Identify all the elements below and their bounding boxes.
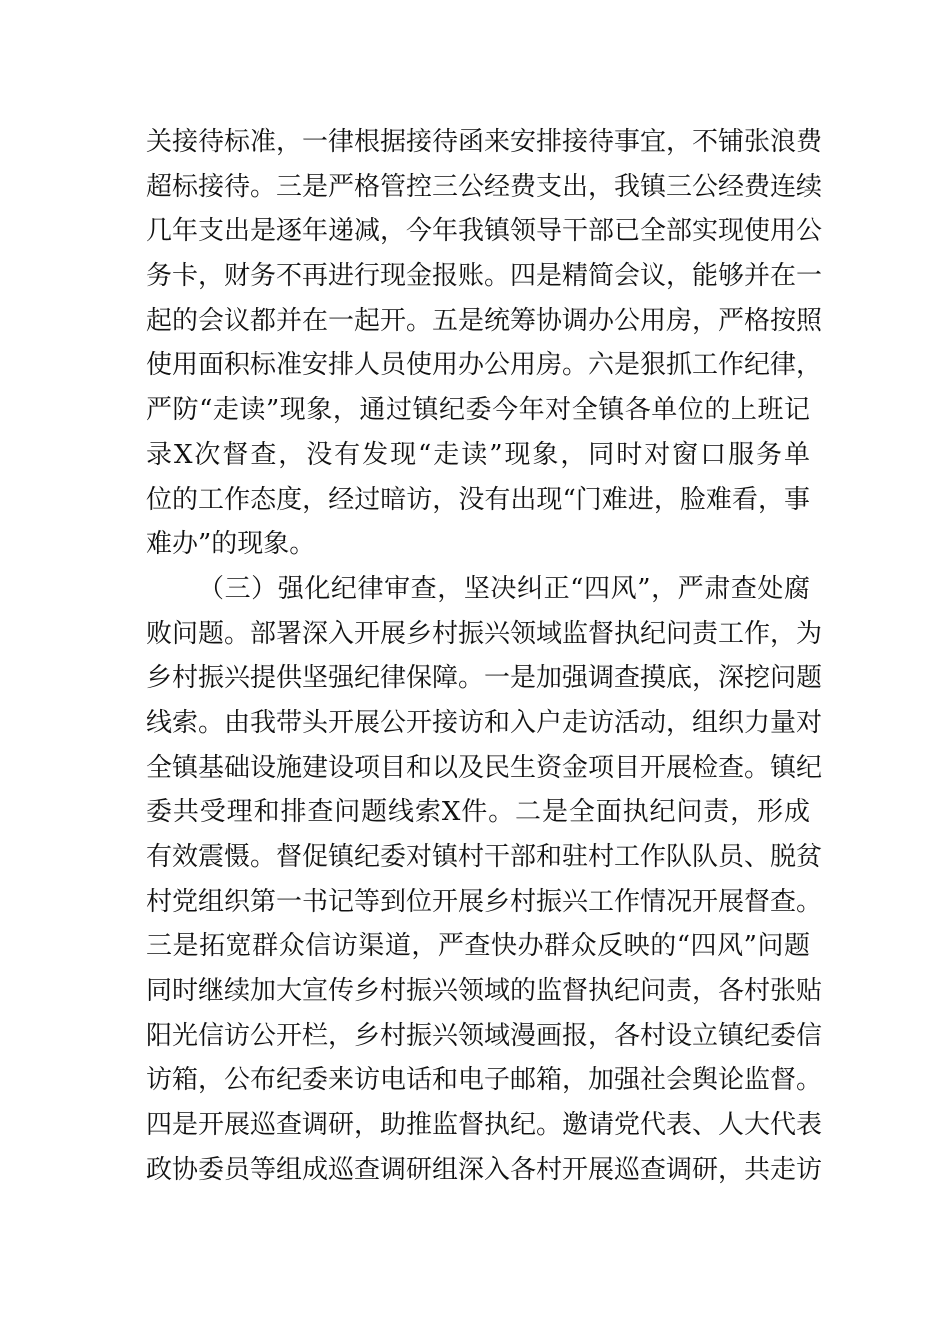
text-line: 政协委员等组成巡查调研组深入各村开展巡查调研，共走访	[146, 1154, 823, 1185]
text-line: 超标接待。三是严格管控三公经费支出，我镇三公经费连续	[146, 171, 823, 202]
text-line: 同时继续加大宣传乡村振兴领域的监督执纪问责，各村张贴	[146, 976, 823, 1007]
text-line: 三是拓宽群众信访渠道，严查快办群众反映的“四风”问题	[146, 931, 810, 962]
text-line: 起的会议都并在一起开。五是统筹协调办公用房，严格按照	[146, 305, 823, 336]
text-line: 有效震慑。督促镇纪委对镇村干部和驻村工作队队员、脱贫	[146, 842, 823, 872]
text-line: 阳光信访公开栏，乡村振兴领域漫画报，各村设立镇纪委信	[146, 1020, 823, 1051]
text-line: 四是开展巡查调研，助推监督执纪。邀请党代表、人大代表	[146, 1110, 823, 1141]
text-line: 村党组织第一书记等到位开展乡村振兴工作情况开展督查。	[146, 886, 823, 917]
text-line: 务卡，财务不再进行现金报账。四是精简会议，能够并在一	[146, 261, 823, 292]
text-line: 败问题。部署深入开展乡村振兴领域监督执纪问责工作，为	[146, 618, 823, 649]
text-line: 严防“走读”现象，通过镇纪委今年对全镇各单位的上班记	[146, 395, 810, 426]
text-line: 几年支出是逐年递减，今年我镇领导干部已全部实现使用公	[146, 216, 823, 247]
text-line: 线索。由我带头开展公开接访和入户走访活动，组织力量对	[146, 707, 823, 738]
text-line: 使用面积标准安排人员使用办公用房。六是狠抓工作纪律，	[146, 350, 823, 381]
text-line: 访箱，公布纪委来访电话和电子邮箱，加强社会舆论监督。	[146, 1065, 823, 1096]
text-line: 难办”的现象。	[146, 529, 316, 560]
text-line: 全镇基础设施建设项目和以及民生资金项目开展检查。镇纪	[146, 752, 823, 783]
text-line: 位的工作态度，经过暗访，没有出现“门难进，脸难看，事	[146, 484, 810, 515]
text-line: 乡村振兴提供坚强纪律保障。一是加强调查摸底，深挖问题	[146, 663, 823, 694]
body-text	[146, 120, 823, 1193]
text-line: 录X次督查，没有发现“走读”现象，同时对窗口服务单	[146, 439, 810, 470]
section-heading-line: （三）强化纪律审查，坚决纠正“四风”，严肃查处腐	[198, 573, 810, 604]
text-line: 关接待标准，一律根据接待函来安排接待事宜，不铺张浪费	[146, 127, 823, 157]
text-line: 委共受理和排查问题线索X件。二是全面执纪问责，形成	[146, 797, 810, 828]
